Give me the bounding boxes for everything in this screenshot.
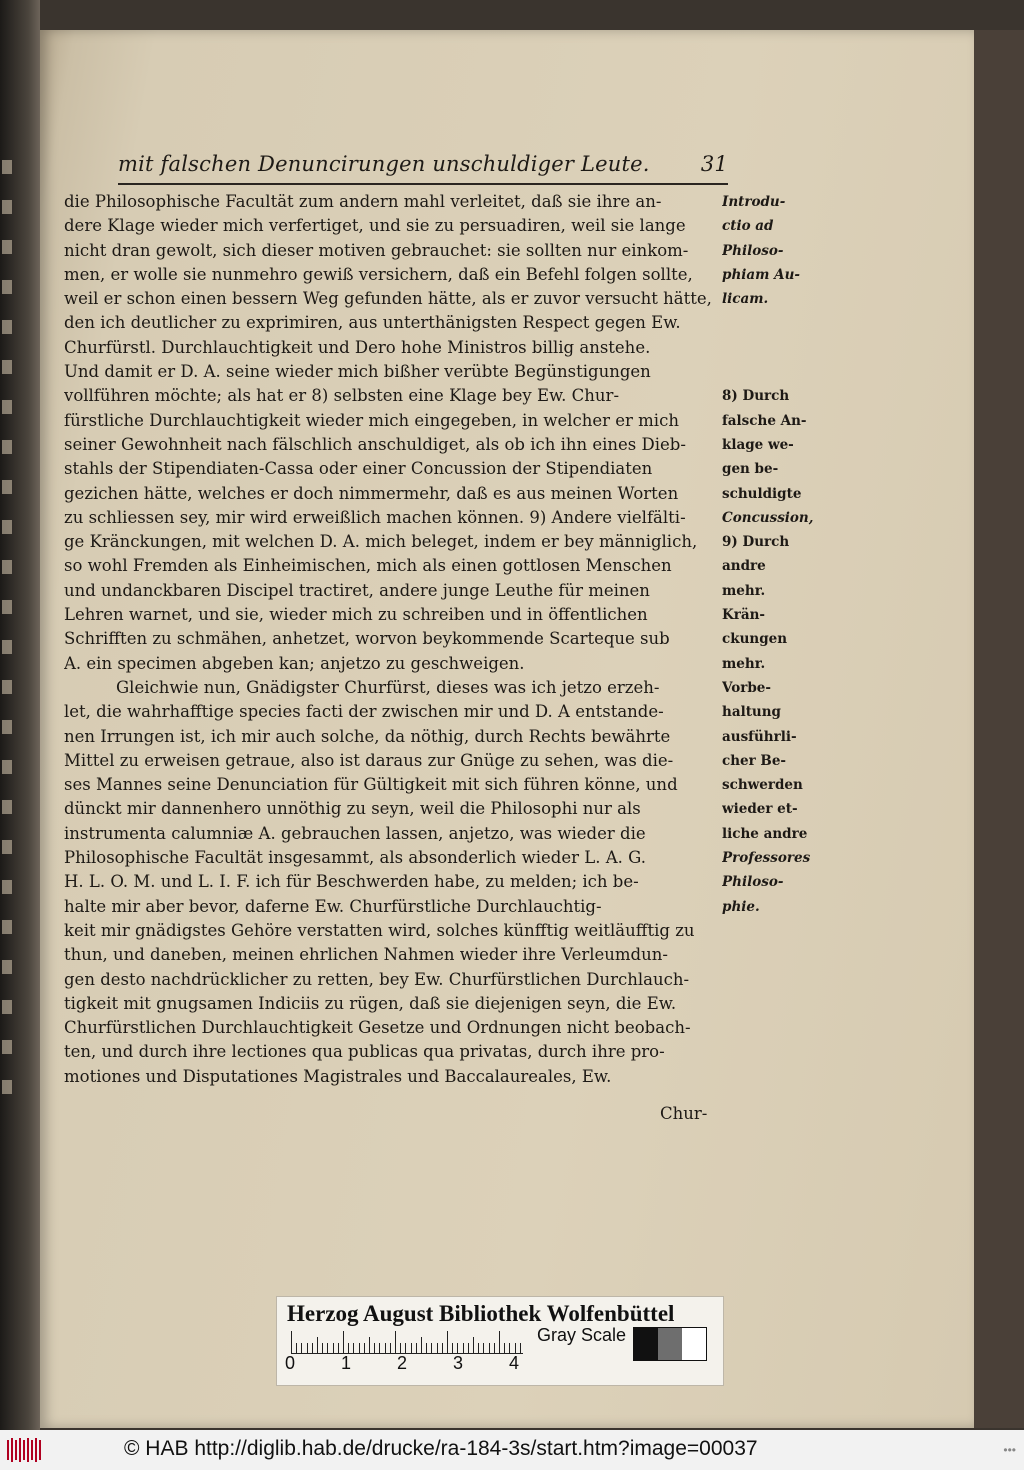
margin-note: falsche An- — [722, 412, 807, 429]
text-line: fürstliche Durchlauchtigkeit wieder mich eingegeben, in welcher er mich — [64, 410, 679, 430]
margin-note: ctio ad — [722, 218, 774, 235]
viewer-footer — [0, 1430, 1024, 1470]
text-line: die Philosophische Facultät zum andern mahl verleitet, daß sie ihre an- — [64, 192, 662, 211]
previous-page-edge — [0, 160, 14, 1260]
ruler-tick — [369, 1337, 370, 1353]
margin-note: phiam Au- — [722, 266, 801, 283]
text-line: thun, und daneben, meinen ehrlichen Nahmen wieder ihre Verleumdun- — [64, 945, 668, 965]
text-line: halte mir aber bevor, daferne Ew. Churfürstliche Durchlauchtig- — [64, 896, 602, 916]
margin-note: gen be- — [722, 461, 779, 478]
ruler-tick — [478, 1343, 479, 1353]
margin-note: klage we- — [722, 436, 794, 453]
gray-scale-swatches — [633, 1327, 707, 1361]
text-line: Und damit er D. A. seine wieder mich bißher verübte Begünstigungen — [64, 362, 651, 382]
ruler-tick — [395, 1331, 396, 1353]
library-name: Herzog August Bibliothek Wolfenbüttel — [287, 1301, 675, 1326]
text-line: so wohl Fremden als Einheimischen, mich als einen gottlosen Menschen — [64, 556, 672, 576]
margin-note: Concussion, — [722, 509, 814, 526]
text-line: stahls der Stipendiaten-Cassa oder einer Concussion der Stipendiaten — [64, 459, 653, 479]
ruler-tick — [374, 1343, 375, 1353]
running-head-title: mit falschen Denuncirungen unschuldiger Leute. — [118, 152, 650, 176]
ruler-tick — [499, 1331, 500, 1353]
margin-note: ckungen — [722, 631, 788, 648]
ruler-tick — [494, 1343, 495, 1353]
ruler-tick — [515, 1343, 516, 1353]
ruler-number: 4 — [509, 1353, 520, 1373]
ruler-number: 2 — [397, 1353, 408, 1373]
text-line: ses Mannes seine Denunciation für Gültigkeit mit sich führen könne, und — [64, 775, 678, 795]
margin-note: cher Be- — [722, 752, 787, 769]
text-line: Gleichwie nun, Gnädigster Churfürst, dieses was ich jetzo erzeh- — [116, 677, 660, 697]
text-line: zu schliessen sey, mir wird erweißlich machen können. 9) Andere vielfälti- — [64, 507, 686, 527]
margin-note: wieder et- — [722, 801, 798, 818]
margin-note: Vorbe- — [722, 679, 771, 696]
text-line: Schrifften zu schmähen, anhetzet, worvon beykommende Scarteque sub — [64, 629, 670, 649]
ruler-tick — [364, 1343, 365, 1353]
margin-note: mehr. — [722, 582, 766, 599]
footer-menu-icon[interactable]: ••• — [1003, 1443, 1016, 1457]
ruler-tick — [504, 1343, 505, 1353]
ruler-tick — [442, 1343, 443, 1353]
ruler-tick — [307, 1343, 308, 1353]
ruler-tick — [489, 1343, 490, 1353]
text-line: vollführen möchte; als hat er 8) selbsten eine Klage bey Ew. Chur- — [64, 386, 620, 406]
ruler-number: 1 — [341, 1353, 352, 1373]
text-line: ge Kränckungen, mit welchen D. A. mich beleget, indem er bey männiglich, — [64, 532, 698, 552]
ruler-tick — [343, 1331, 344, 1353]
ruler-tick — [411, 1343, 412, 1353]
ruler-tick — [452, 1343, 453, 1353]
text-line: Churfürstl. Durchlauchtigkeit und Dero hohe Ministros billig anstehe. — [64, 337, 651, 357]
margin-note — [722, 360, 822, 384]
text-line: Mittel zu erweisen getraue, also ist daraus zur Gnüge zu sehen, was die- — [64, 750, 674, 770]
gray-swatch-black — [634, 1328, 658, 1360]
margin-note: Philoso- — [722, 242, 784, 259]
text-line: den ich deutlicher zu exprimiren, aus unterthänigsten Respect gegen Ew. — [64, 313, 681, 333]
ruler-number: 0 — [285, 1353, 296, 1373]
text-line: keit mir gnädigstes Gehöre verstatten wird, solches künfftig weitläufftig zu — [64, 920, 695, 940]
scan-right-edge — [974, 30, 1024, 1428]
ruler-tick — [405, 1343, 406, 1353]
ruler-tick — [520, 1343, 521, 1353]
text-line: H. L. O. M. und L. I. F. ich für Beschwerden habe, zu melden; ich be- — [64, 872, 639, 892]
text-line: dünckt mir dannenhero unnöthig zu seyn, weil die Philosophi nur als — [64, 799, 641, 819]
margin-note — [722, 336, 822, 360]
gray-scale-label: Gray Scale — [537, 1325, 627, 1345]
text-line: Lehren warnet, und sie, wieder mich zu schreiben und in öffentlichen — [64, 605, 648, 625]
margin-note: ausführli- — [722, 728, 797, 745]
text-line: ten, und durch ihre lectiones qua publicas qua privatas, durch ihre pro- — [64, 1042, 665, 1062]
ruler-tick — [390, 1343, 391, 1353]
gray-swatch-mid — [658, 1328, 682, 1360]
ruler-tick — [483, 1343, 484, 1353]
margin-note: haltung — [722, 704, 781, 721]
text-line: tigkeit mit gnugsamen Indiciis zu rügen, daß sie diejenigen seyn, die Ew. — [64, 993, 677, 1013]
margin-note: 8) Durch — [722, 388, 790, 405]
text-line: seiner Gewohnheit nach fälschlich anschuldiget, als ob ich ihn eines Dieb- — [64, 434, 686, 454]
ruler-number: 3 — [453, 1353, 464, 1373]
text-line: und undanckbaren Discipel tractiret, andere junge Leuthe für meinen — [64, 580, 650, 600]
margin-note: mehr. — [722, 655, 766, 672]
margin-note: Philoso- — [722, 874, 784, 891]
text-line: motiones und Disputationes Magistrales und Baccalaureales, Ew. — [64, 1066, 612, 1086]
ruler-tick — [437, 1343, 438, 1353]
text-line: dere Klage wieder mich verfertiget, und sie zu persuadiren, weil sie lange — [64, 216, 686, 236]
margin-note: Introdu- — [722, 194, 786, 210]
margin-notes — [722, 190, 822, 919]
header-rule — [118, 183, 728, 185]
gray-swatch-white — [682, 1328, 706, 1360]
text-line: A. ein specimen abgeben kan; anjetzo zu geschweigen. — [64, 653, 525, 673]
ruler-tick — [385, 1343, 386, 1353]
ruler-tick — [421, 1337, 422, 1353]
margin-note: Krän- — [722, 607, 766, 624]
text-line: nicht dran gewolt, sich dieser motiven gebrauchet: sie sollten nur einkom- — [64, 240, 689, 260]
text-line: gen desto nachdrücklicher zu retten, bey Ew. Churfürstlichen Durchlauch- — [64, 969, 690, 989]
ruler-tick — [447, 1331, 448, 1353]
ruler-tick — [431, 1343, 432, 1353]
page-number: 31 — [700, 152, 728, 176]
ruler-numbers — [285, 1353, 535, 1377]
text-line: nen Irrungen ist, ich mir auch solche, da nöthig, durch Rechts bewährte — [64, 726, 671, 746]
margin-note: 9) Durch — [722, 534, 790, 551]
ruler-tick — [333, 1343, 334, 1353]
ruler-tick — [338, 1343, 339, 1353]
ruler-tick — [296, 1343, 297, 1353]
hab-logo-icon — [6, 1436, 46, 1464]
ruler-tick — [348, 1343, 349, 1353]
margin-note: schwerden — [722, 777, 803, 794]
ruler-tick — [312, 1343, 313, 1353]
ruler-tick — [400, 1343, 401, 1353]
ruler-tick — [468, 1343, 469, 1353]
footer-copyright-link[interactable]: © HAB http://diglib.hab.de/drucke/ra-184-3s/start.htm?image=00037 — [124, 1437, 758, 1460]
margin-note: liche andre — [722, 825, 808, 842]
body-text — [64, 190, 714, 1089]
text-line: instrumenta calumniæ A. gebrauchen lassen, anjetzo, was wieder die — [64, 823, 646, 843]
text-line: gezichen hätte, welches er doch nimmermehr, daß es aus meinen Worten — [64, 483, 679, 503]
margin-note: phie. — [722, 898, 760, 915]
text-line: let, die wahrhafftige species facti der zwischen mir und D. A entstande- — [64, 702, 664, 722]
ruler-tick — [322, 1343, 323, 1353]
ruler-tick — [301, 1343, 302, 1353]
ruler-tick — [473, 1337, 474, 1353]
ruler-tick — [353, 1343, 354, 1353]
margin-note: schuldigte — [722, 485, 802, 502]
text-line: men, er wolle sie nunmehro gewiß versichern, daß ein Befehl folgen sollte, — [64, 264, 693, 284]
ruler-tick — [426, 1343, 427, 1353]
text-line: Churfürstlichen Durchlauchtigkeit Gesetze und Ordnungen nicht beobach- — [64, 1018, 691, 1038]
ruler-tick — [359, 1343, 360, 1353]
library-color-card — [276, 1296, 724, 1386]
ruler-tick — [416, 1343, 417, 1353]
ruler-tick — [509, 1343, 510, 1353]
margin-note: andre — [722, 558, 766, 575]
margin-note — [722, 311, 822, 335]
running-head — [118, 148, 728, 182]
ruler-tick — [457, 1343, 458, 1353]
ruler-tick — [463, 1343, 464, 1353]
margin-note: Professores — [722, 850, 811, 867]
catchword: Chur- — [660, 1104, 708, 1123]
ruler-tick — [291, 1331, 292, 1353]
margin-note: licam. — [722, 291, 769, 308]
ruler-tick — [317, 1337, 318, 1353]
text-line: weil er schon einen bessern Weg gefunden hätte, als er zuvor versucht hätte, — [64, 289, 712, 309]
scale-ruler — [291, 1331, 523, 1354]
ruler-tick — [327, 1343, 328, 1353]
text-line: Philosophische Facultät insgesammt, als absonderlich wieder L. A. G. — [64, 848, 646, 868]
ruler-tick — [379, 1343, 380, 1353]
